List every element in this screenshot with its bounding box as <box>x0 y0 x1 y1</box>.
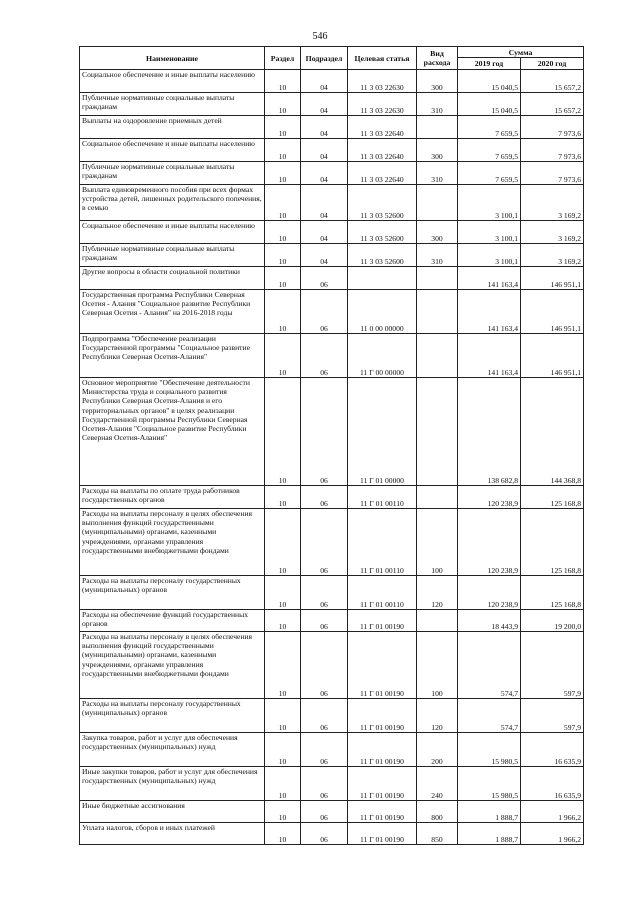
header-sum: Сумма <box>458 47 584 58</box>
table-cell-2019: 120 238,9 <box>458 576 521 610</box>
table-cell-section: 10 <box>265 244 301 267</box>
table-cell-article: 11 Г 01 00000 <box>348 378 417 486</box>
table-cell-section: 10 <box>265 290 301 334</box>
header-target-article: Целевая статья <box>348 47 417 70</box>
table-cell-name: Выплата единовременного пособия при всех формах устройства детей, лишенных родительского попечения, в семью <box>80 185 265 221</box>
table-cell-article: 11 3 03 22630 <box>348 93 417 116</box>
table-cell-section: 10 <box>265 576 301 610</box>
table-cell-expense-type: 120 <box>417 576 458 610</box>
table-cell-section: 10 <box>265 767 301 801</box>
header-year-2019: 2019 год <box>458 58 521 70</box>
table-cell-subsection: 04 <box>301 221 348 244</box>
table-row <box>80 576 584 610</box>
table-cell-2019: 15 980,5 <box>458 767 521 801</box>
table-cell-2020: 1 966,2 <box>521 823 584 845</box>
table-cell-2019: 1 888,7 <box>458 823 521 845</box>
table-cell-subsection: 06 <box>301 632 348 699</box>
table-cell-section: 10 <box>265 139 301 162</box>
table-row <box>80 486 584 509</box>
table-cell-article: 11 3 03 22630 <box>348 70 417 93</box>
table-cell-name: Закупка товаров, работ и услуг для обеспечения государственных (муниципальных) нужд <box>80 733 265 767</box>
table-cell-subsection: 06 <box>301 334 348 378</box>
table-cell-subsection: 06 <box>301 823 348 845</box>
table-cell-subsection: 04 <box>301 70 348 93</box>
table-cell-expense-type <box>417 290 458 334</box>
table-cell-expense-type: 310 <box>417 93 458 116</box>
table-cell-subsection: 06 <box>301 486 348 509</box>
table-cell-section: 10 <box>265 801 301 823</box>
table-row <box>80 801 584 823</box>
table-cell-subsection: 06 <box>301 801 348 823</box>
header-year-2020: 2020 год <box>521 58 584 70</box>
header-subsection: Подраздел <box>301 47 348 70</box>
table-cell-2019: 3 100,1 <box>458 221 521 244</box>
table-cell-subsection: 06 <box>301 767 348 801</box>
table-cell-2020: 125 168,8 <box>521 576 584 610</box>
table-cell-2019: 15 980,5 <box>458 733 521 767</box>
table-row <box>80 610 584 632</box>
table-cell-2019: 574,7 <box>458 632 521 699</box>
table-row <box>80 378 584 486</box>
budget-table <box>79 46 584 845</box>
table-cell-name: Другие вопросы в области социальной политики <box>80 267 265 290</box>
header-name: Наименование <box>80 47 265 70</box>
table-cell-2020: 7 973,6 <box>521 116 584 139</box>
page-number: 546 <box>312 31 328 42</box>
table-cell-expense-type <box>417 267 458 290</box>
table-row <box>80 185 584 221</box>
table-cell-expense-type: 800 <box>417 801 458 823</box>
table-cell-section: 10 <box>265 632 301 699</box>
table-cell-section: 10 <box>265 334 301 378</box>
table-cell-name: Подпрограмма "Обеспечение реализации Государственной программы "Социальное развитие Республики Северная Осетия-Алания" <box>80 334 265 378</box>
table-cell-name: Расходы на выплаты по оплате труда работников государственных органов <box>80 486 265 509</box>
header-expense-type: Вид расхода <box>417 47 458 70</box>
header-section: Раздел <box>265 47 301 70</box>
table-cell-subsection: 04 <box>301 93 348 116</box>
table-cell-section: 10 <box>265 823 301 845</box>
table-cell-section: 10 <box>265 116 301 139</box>
table-cell-section: 10 <box>265 185 301 221</box>
table-cell-2019: 120 238,9 <box>458 509 521 576</box>
table-cell-2019: 141 163,4 <box>458 267 521 290</box>
table-cell-expense-type: 100 <box>417 632 458 699</box>
table-cell-2019: 15 040,5 <box>458 70 521 93</box>
table-cell-2019: 18 443,9 <box>458 610 521 632</box>
table-cell-name: Социальное обеспечение и иные выплаты населению <box>80 221 265 244</box>
table-cell-subsection: 06 <box>301 610 348 632</box>
table-cell-section: 10 <box>265 221 301 244</box>
table-cell-article: 11 3 03 22640 <box>348 116 417 139</box>
table-cell-article: 11 3 03 52600 <box>348 185 417 221</box>
table-cell-2020: 19 200,0 <box>521 610 584 632</box>
table-cell-section: 10 <box>265 699 301 733</box>
table-cell-section: 10 <box>265 93 301 116</box>
table-cell-name: Уплата налогов, сборов и иных платежей <box>80 823 265 845</box>
table-cell-article: 11 3 03 52600 <box>348 244 417 267</box>
table-cell-subsection: 06 <box>301 733 348 767</box>
table-cell-article: 11 Г 01 00190 <box>348 767 417 801</box>
table-cell-subsection: 06 <box>301 576 348 610</box>
table-cell-article: 11 0 00 00000 <box>348 290 417 334</box>
table-cell-name: Расходы на выплаты персоналу в целях обеспечения выполнения функций государственными (муниципальными) органами, казенными учреждениями, органами управления государственными внебюджетными фондами <box>80 632 265 699</box>
table-cell-article: 11 Г 01 00190 <box>348 801 417 823</box>
table-cell-2020: 125 168,8 <box>521 509 584 576</box>
table-cell-article: 11 Г 01 00110 <box>348 509 417 576</box>
table-cell-article: 11 Г 01 00110 <box>348 576 417 610</box>
table-cell-article: 11 3 03 22640 <box>348 162 417 185</box>
table-cell-section: 10 <box>265 509 301 576</box>
table-cell-name: Публичные нормативные социальные выплаты гражданам <box>80 93 265 116</box>
table-cell-article: 11 Г 01 00190 <box>348 733 417 767</box>
table-cell-name: Иные бюджетные ассигнования <box>80 801 265 823</box>
table-cell-expense-type: 100 <box>417 509 458 576</box>
table-cell-name: Расходы на выплаты персоналу государственных (муниципальных) органов <box>80 699 265 733</box>
table-cell-2019: 3 100,1 <box>458 244 521 267</box>
table-cell-section: 10 <box>265 70 301 93</box>
table-cell-2020: 597,9 <box>521 632 584 699</box>
table-cell-name: Социальное обеспечение и иные выплаты населению <box>80 70 265 93</box>
table-cell-expense-type <box>417 486 458 509</box>
table-cell-expense-type: 240 <box>417 767 458 801</box>
table-cell-2020: 146 951,1 <box>521 334 584 378</box>
table-cell-2020: 7 973,6 <box>521 162 584 185</box>
table-cell-expense-type: 310 <box>417 162 458 185</box>
table-cell-name: Государственная программа Республики Северная Осетия - Алания "Социальное развитие Республики Северная Осетия - Алания" на 2016-2018 годы <box>80 290 265 334</box>
table-row <box>80 267 584 290</box>
table-cell-section: 10 <box>265 378 301 486</box>
table-cell-name: Расходы на выплаты персоналу в целях обеспечения выполнения функций государственными (муниципальными) органами, казенными учреждениями, органами управления государственными внебюджетными фондами <box>80 509 265 576</box>
table-cell-2020: 1 966,2 <box>521 801 584 823</box>
table-cell-name: Публичные нормативные социальные выплаты гражданам <box>80 162 265 185</box>
table-cell-2019: 1 888,7 <box>458 801 521 823</box>
table-cell-subsection: 06 <box>301 378 348 486</box>
table-cell-name: Публичные нормативные социальные выплаты гражданам <box>80 244 265 267</box>
table-cell-name: Расходы на обеспечение функций государственных органов <box>80 610 265 632</box>
table-cell-expense-type <box>417 334 458 378</box>
table-cell-2020: 16 635,9 <box>521 733 584 767</box>
table-cell-expense-type <box>417 610 458 632</box>
table-cell-name: Выплаты на оздоровление приемных детей <box>80 116 265 139</box>
table-cell-subsection: 06 <box>301 290 348 334</box>
table-cell-subsection: 04 <box>301 185 348 221</box>
table-cell-subsection: 06 <box>301 509 348 576</box>
table-cell-2019: 7 659,5 <box>458 162 521 185</box>
table-cell-subsection: 04 <box>301 162 348 185</box>
table-cell-2019: 141 163,4 <box>458 334 521 378</box>
table-row <box>80 699 584 733</box>
table-row <box>80 509 584 576</box>
table-cell-expense-type <box>417 116 458 139</box>
table-cell-section: 10 <box>265 733 301 767</box>
table-cell-expense-type: 310 <box>417 244 458 267</box>
table-cell-2020: 7 973,6 <box>521 139 584 162</box>
table-cell-2019: 3 100,1 <box>458 185 521 221</box>
table-cell-expense-type <box>417 378 458 486</box>
table-cell-2019: 574,7 <box>458 699 521 733</box>
table-cell-2019: 7 659,5 <box>458 116 521 139</box>
table-cell-2020: 15 657,2 <box>521 93 584 116</box>
table-cell-2020: 144 368,8 <box>521 378 584 486</box>
table-row <box>80 93 584 116</box>
table-cell-2020: 3 169,2 <box>521 244 584 267</box>
table-cell-expense-type: 300 <box>417 139 458 162</box>
table-row <box>80 334 584 378</box>
table-cell-section: 10 <box>265 486 301 509</box>
table-cell-article: 11 Г 01 00110 <box>348 486 417 509</box>
table-row <box>80 70 584 93</box>
table-cell-name: Расходы на выплаты персоналу государственных (муниципальных) органов <box>80 576 265 610</box>
table-cell-section: 10 <box>265 267 301 290</box>
table-cell-section: 10 <box>265 610 301 632</box>
table-cell-2019: 7 659,5 <box>458 139 521 162</box>
table-cell-expense-type <box>417 185 458 221</box>
table-cell-article: 11 Г 01 00190 <box>348 610 417 632</box>
table-cell-subsection: 04 <box>301 244 348 267</box>
table-cell-article: 11 Г 01 00190 <box>348 632 417 699</box>
table-cell-article: 11 Г 00 00000 <box>348 334 417 378</box>
table-cell-subsection: 06 <box>301 267 348 290</box>
table-cell-2019: 138 682,8 <box>458 378 521 486</box>
table-body <box>80 70 584 845</box>
table-cell-2020: 3 169,2 <box>521 185 584 221</box>
table-cell-article: 11 3 03 22640 <box>348 139 417 162</box>
table-cell-expense-type: 300 <box>417 221 458 244</box>
table-row <box>80 221 584 244</box>
table-row <box>80 116 584 139</box>
table-cell-subsection: 06 <box>301 699 348 733</box>
table-cell-subsection: 04 <box>301 139 348 162</box>
table-cell-2019: 141 163,4 <box>458 290 521 334</box>
table-row <box>80 139 584 162</box>
table-cell-2020: 15 657,2 <box>521 70 584 93</box>
table-cell-2020: 146 951,1 <box>521 290 584 334</box>
table-cell-article <box>348 267 417 290</box>
table-row <box>80 290 584 334</box>
table-cell-article: 11 Г 01 00190 <box>348 823 417 845</box>
table-cell-name: Основное мероприятие "Обеспечение деятельности Министерства труда и социального развития Республики Северная Осетия-Алания и его территориальных органов" в целях реализации Государственной программы Республики Северная Осетия-Алания "Социальное развитие Республики Северная Осетия-Алания" <box>80 378 265 486</box>
table-cell-2020: 597,9 <box>521 699 584 733</box>
table-cell-expense-type: 120 <box>417 699 458 733</box>
table-cell-2019: 15 040,5 <box>458 93 521 116</box>
table-cell-2020: 3 169,2 <box>521 221 584 244</box>
table-row <box>80 162 584 185</box>
table-row <box>80 632 584 699</box>
table-cell-2020: 125 168,8 <box>521 486 584 509</box>
table-cell-name: Социальное обеспечение и иные выплаты населению <box>80 139 265 162</box>
table-row <box>80 823 584 845</box>
table-cell-2019: 120 238,9 <box>458 486 521 509</box>
table-cell-name: Иные закупки товаров, работ и услуг для обеспечения государственных (муниципальных) нужд <box>80 767 265 801</box>
table-cell-expense-type: 300 <box>417 70 458 93</box>
table-row <box>80 767 584 801</box>
table-cell-expense-type: 850 <box>417 823 458 845</box>
table-cell-section: 10 <box>265 162 301 185</box>
table-cell-expense-type: 200 <box>417 733 458 767</box>
table-cell-2020: 16 635,9 <box>521 767 584 801</box>
table-cell-article: 11 3 03 52600 <box>348 221 417 244</box>
table-row <box>80 244 584 267</box>
table-cell-article: 11 Г 01 00190 <box>348 699 417 733</box>
table-row <box>80 733 584 767</box>
table-cell-2020: 146 951,1 <box>521 267 584 290</box>
table-cell-subsection: 04 <box>301 116 348 139</box>
